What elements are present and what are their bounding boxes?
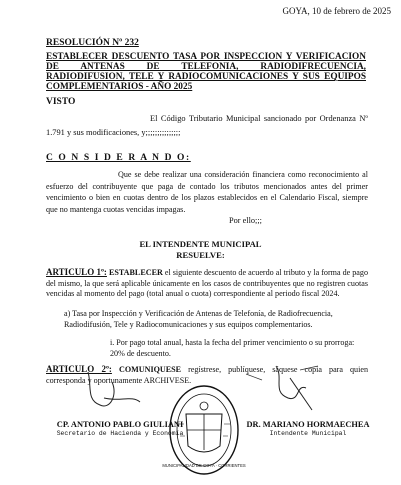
resolve-heading [0,239,401,261]
signature-block-left [55,420,185,438]
signer-right-role: Intendente Municipal [269,430,347,437]
article-2-verb: COMUNIQUESE [118,365,182,374]
resolution-subject: ESTABLECER DESCUENTO TASA POR INSPECCION Y VERIFICACION DE ANTENAS DE TELEFONIA, RADIODIFRECUENCIA, RADIODIFUSION, TELE Y RADIOCOMUNICACIONES Y SUS EQUIPOS COMPLEMENTARIOS - AÑO 2025 [46,52,366,92]
document-date: GOYA, 10 de febrero de 2025 [282,6,391,16]
article-1-label: ARTICULO 1º: [46,267,107,277]
visto-paragraph: El Código Tributario Municipal sancionado por Ordenanza Nº 1.791 y sus modificaciones, y;;;;;;;;;;;;;;; [46,114,368,137]
considerando-paragraph: Que se debe realizar una consideración financiera como reconocimiento al esfuerzo del contribuyente que paga de contado los tributos mencionados antes del primer vencimiento o bien en cuotas dentro de los plazos establecidos en el Calendario Fiscal, siempre que no mantenga cuotas vencidas impagas. [46,170,368,214]
por-ello-text: Por ello;;; [229,216,262,225]
intendente-line: EL INTENDENTE MUNICIPAL [139,239,262,249]
article-1-item-i: i. Por pago total anual, hasta la fecha del primer vencimiento o su prorroga: 20% de descuento. [110,338,355,358]
article-1-item-a: a) Tasa por Inspección y Verificación de Antenas de Telefonía, de Radiofrecuencia, Radiodifusión, Tele y Radiocomunicaciones y sus equipos complementarios. [64,309,333,329]
resuelve-line: RESUELVE: [176,250,225,260]
article-1-verb: ESTABLECER [108,268,163,277]
article-1-text: el siguiente descuento de acuerdo al tributo y la forma de pago del mismo, la que será aplicable únicamente en los casos de contribuyentes que no registren cuotas vencidas al momento del pago (total anual o cuota) correspondiente al periodo fiscal 2024. [46,268,368,298]
visto-heading: VISTO [46,97,76,107]
signer-left-name: CP. ANTONIO PABLO GIULIANI [56,420,184,429]
article-2-label: ARTICULO 2º: [46,364,112,374]
considerando-heading: C O N S I D E R A N D O: [46,153,191,163]
seal-text: MUNICIPALIDAD DE GOYA · CORRIENTES [162,463,246,468]
signer-right-name: DR. MARIANO HORMAECHEA [246,420,370,429]
signature-block-right [238,420,378,438]
article-2-text: regístrese, publíquese, sáquese copia para quien corresponda y oportunamente ARCHIVESE. [46,365,368,385]
article-1 [46,267,368,300]
resolution-title: RESOLUCIÓN Nº 232 [46,38,139,48]
article-2 [46,364,368,386]
signer-left-role: Secretario de Hacienda y Economía [56,430,184,437]
